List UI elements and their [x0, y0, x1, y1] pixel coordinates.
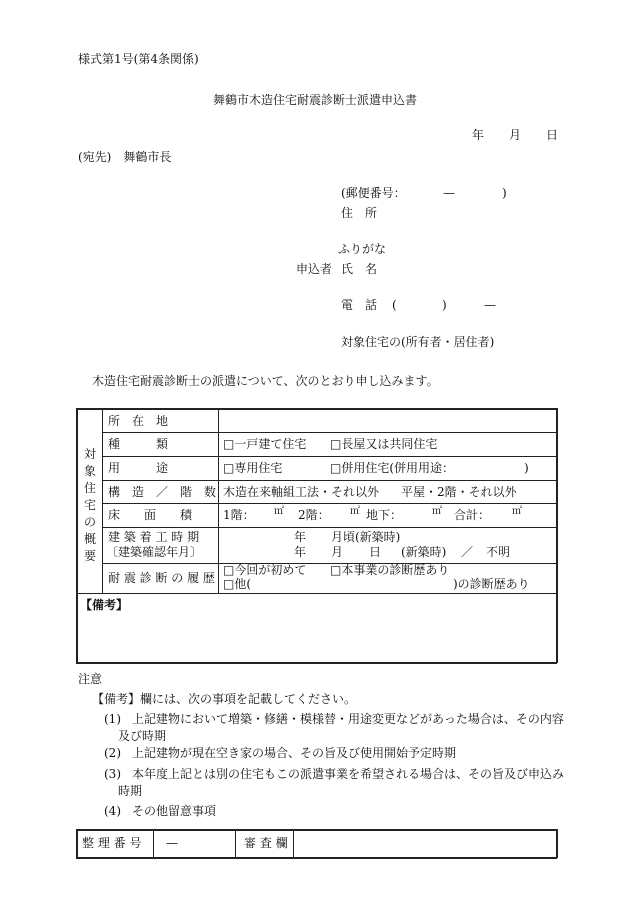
addressee: (宛先) 舞鶴市長 — [78, 150, 172, 164]
row-label-floor-area: 床 面 積 — [108, 508, 193, 522]
address-label: 住 所 — [341, 206, 378, 220]
row-label-build-date: 建 築 着 工 時 期 — [108, 530, 200, 544]
floor-total-label: 合計： — [454, 508, 491, 522]
remarks-label: 【備考】 — [80, 598, 129, 612]
row-label-use: 用 途 — [108, 461, 169, 475]
structure-method-options[interactable]: 木造在来軸組工法・それ以外 — [223, 485, 380, 499]
table-side-label: 対 象 住 宅 の 概 要 — [84, 447, 97, 563]
history-program-checkbox[interactable]: □本事業の診断歴あり — [330, 563, 450, 577]
note-number: (3) — [104, 767, 121, 781]
date-day-label: 日 — [546, 128, 559, 142]
review-label: 審 査 欄 — [244, 836, 288, 850]
build-slash: ／ — [461, 545, 474, 559]
notes-heading: 注意 — [78, 672, 103, 686]
phone-dash: — — [484, 298, 496, 312]
build-unknown: 不明 — [486, 545, 511, 559]
type-detached-checkbox[interactable]: □一戸建て住宅 — [223, 437, 307, 451]
furigana-label: ふりがな — [338, 242, 387, 256]
note-text: 上記建物において増築・修繕・模様替・用途変更などがあった場合は、その内容 — [132, 712, 564, 726]
postal-code-close: ) — [502, 186, 507, 200]
use-mixed-checkbox[interactable]: □併用住宅(併用用途： — [330, 461, 455, 475]
page-title: 舞鶴市木造住宅耐震診断士派遣申込書 — [213, 93, 418, 107]
note-text-cont: 及び時期 — [118, 729, 167, 743]
floor-1f-label: 1階： — [223, 508, 255, 522]
history-other-suffix: )の診断歴あり — [453, 577, 530, 591]
note-text: その他留意事項 — [132, 804, 217, 818]
build-new-2: (新築時) — [401, 545, 447, 559]
intro-text: 木造住宅耐震診断士の派遣について、次のとおり申し込みます。 — [92, 374, 439, 388]
row-label-location: 所 在 地 — [108, 414, 169, 428]
floor-unit-3: ㎡ — [432, 506, 442, 517]
owner-note: 対象住宅の(所有者・居住者) — [341, 335, 495, 349]
note-text: 本年度上記とは別の住宅もこの派遣事業を希望される場合は、その旨及び申込み — [132, 767, 565, 781]
floor-2f-label: 2階： — [298, 508, 330, 522]
use-dedicated-checkbox[interactable]: □専用住宅 — [223, 461, 283, 475]
history-first-checkbox[interactable]: □今回が初めて — [223, 563, 307, 577]
build-year-1: 年 — [294, 530, 307, 544]
build-month-2: 月 — [331, 545, 344, 559]
row-label-history: 耐 震 診 断 の 履 歴 — [108, 571, 215, 585]
row-label-structure: 構 造 ／ 階 数 — [108, 485, 217, 499]
location-field[interactable] — [222, 411, 552, 430]
postal-code-dash: — — [443, 186, 455, 200]
phone-close: ) — [442, 298, 447, 312]
phone-open: ( — [392, 298, 397, 312]
floor-unit-1: ㎡ — [274, 506, 284, 517]
note-number: (4) — [104, 804, 121, 818]
floor-unit-2: ㎡ — [350, 506, 360, 517]
name-label: 氏 名 — [341, 262, 378, 276]
note-text: 上記建物が現在空き家の場合、その旨及び使用開始予定時期 — [132, 746, 457, 760]
build-month-new: 月頃(新築時) — [331, 530, 401, 544]
floor-unit-4: ㎡ — [512, 506, 522, 517]
note-number: (2) — [104, 746, 121, 760]
date-year-label: 年 — [472, 128, 485, 142]
postal-code-label: (郵便番号： — [341, 186, 406, 200]
date-month-label: 月 — [509, 128, 522, 142]
floor-basement-label: 地下： — [366, 508, 403, 522]
type-rowhouse-checkbox[interactable]: □長屋又は共同住宅 — [330, 437, 438, 451]
note-text-cont: 時期 — [118, 784, 143, 798]
applicant-label: 申込者 — [296, 262, 333, 276]
remarks-field[interactable] — [80, 614, 550, 658]
use-mixed-close: ) — [524, 461, 529, 475]
reference-number-value: — — [166, 836, 178, 850]
row-label-build-confirm: 〔建築確認年月〕 — [106, 545, 203, 559]
row-label-type: 種 類 — [108, 437, 169, 451]
notes-intro: 【備考】欄には、次の事項を記載してください。 — [92, 692, 357, 706]
history-other-checkbox[interactable]: □他( — [223, 577, 252, 591]
note-number: (1) — [104, 712, 121, 726]
form-number: 様式第1号(第4条関係) — [78, 52, 199, 66]
phone-label: 電 話 — [341, 298, 378, 312]
build-year-2: 年 — [294, 545, 307, 559]
structure-floors-options[interactable]: 平屋・2階・それ以外 — [401, 485, 517, 499]
reference-number-label: 整 理 番 号 — [82, 836, 142, 850]
build-day-2: 日 — [369, 545, 382, 559]
review-field — [297, 832, 553, 855]
